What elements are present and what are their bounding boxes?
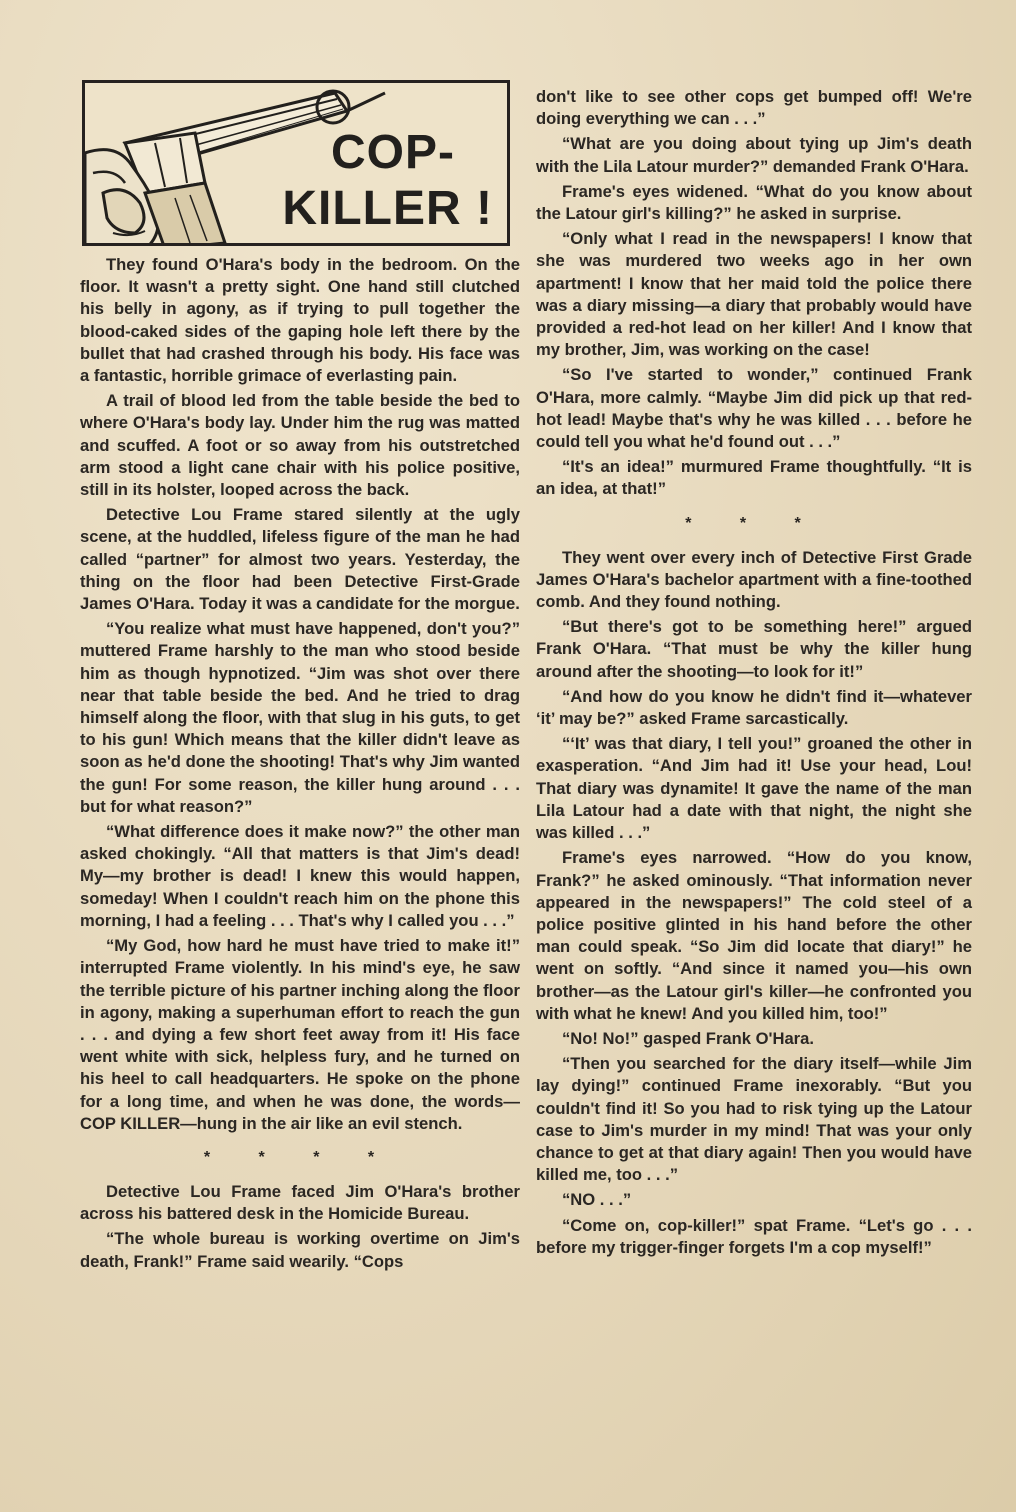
right-paragraph-5: “So I've started to wonder,” continued Frank O'Hara, more calmly. “Maybe Jim did pick up that red-hot lead! Maybe that's why he was killed . . . before he could tell you what he'd found out . . .” [536, 365, 972, 452]
left-paragraph-7: Detective Lou Frame faced Jim O'Hara's brother across his battered desk in the Homicide Bureau. [80, 1181, 520, 1224]
right-paragraph-2: “What are you doing about tying up Jim's death with the Lila Latour murder?” demanded Frank O'Hara. [536, 134, 972, 176]
left-paragraph-3: Detective Lou Frame stared silently at the ugly scene, at the huddled, lifeless figure of the man he had called “partner” for almost two years. Yesterday, the thing on the floor had been Detective First-Grade James O'Hara. Today it was a candidate for the morgue. [80, 505, 520, 614]
right-paragraph-10: “‘It’ was that diary, I tell you!” groaned the other in exasperation. “And Jim had it! Use your head, Lou! That diary was dynamite! It gave the name of the man Lila Latour had a date with that night, the night she was killed . . .” [536, 734, 972, 843]
right-paragraph-6: “It's an idea!” murmured Frame thoughtfully. “It is an idea, at that!” [536, 457, 972, 499]
right-paragraph-1: don't like to see other cops get bumped off! We're doing everything we can . . .” [536, 87, 972, 129]
right-paragraph-3: Frame's eyes widened. “What do you know about the Latour girl's killing?” he asked in surprise. [536, 181, 972, 224]
right-paragraph-15: “Come on, cop-killer!” spat Frame. “Let's go . . . before my trigger-finger forgets I'm a cop myself!” [536, 1215, 972, 1257]
left-paragraph-5: “What difference does it make now?” the other man asked chokingly. “All that matters is that Jim's dead! My—my brother is dead! I knew this would happen, someday! When I couldn't reach him on the phone this morning, I had a feeling . . . That's why I called you . . .” [80, 822, 520, 930]
left-paragraph-6: “My God, how hard he must have tried to make it!” interrupted Frame violently. In his mind's eye, he saw the terrible picture of his partner inching along the floor in agony, making a superhuman effort to reach the gun . . . and dying a few short feet away from it! His face went white with sick, helpless fury, and he turned on his heel to call headquarters. He spoke on the phone for a long time, and when he was done, the words—COP KILLER—hung in the air like an evil stench. [80, 936, 520, 1133]
title-line-1: COP- [331, 126, 455, 179]
right-paragraph-9: “And how do you know he didn't find it—whatever ‘it’ may be?” asked Frame sarcastically. [536, 686, 972, 729]
title-panel [82, 80, 510, 246]
section-separator-right: * * * [685, 514, 823, 532]
right-paragraph-4: “Only what I read in the newspapers! I know that she was murdered two weeks ago in her own apartment! I know that her maid told the police there was a diary missing—a diary that probably would have provided a red-hot lead on her killer! And I know that my brother, Jim, was working on the case! [536, 229, 972, 360]
right-paragraph-14: “NO . . .” [562, 1190, 632, 1210]
right-column [536, 86, 972, 1262]
left-column [80, 80, 520, 1276]
right-paragraph-11: Frame's eyes narrowed. “How do you know, Frank?” he asked ominously. “That information never appeared in the newspapers!” The cold steel of a police positive glinted in his hand before the other man could speak. “So Jim did locate that diary!” he went on softly. “And since it named you—his own brother—as the Latour girl's killer—he confronted you with what he knew! And you killed him, too!” [536, 848, 972, 1023]
title-line-2: KILLER ! [282, 182, 493, 235]
left-paragraph-1: They found O'Hara's body in the bedroom. On the floor. It wasn't a pretty sight. One hand still clutched his belly in agony, as if trying to pull together the blood-caked sides of the gaping hole left there by the bullet that had crashed through his body. His face was a fantastic, horrible grimace of everlasting pain. [80, 255, 520, 386]
section-separator-left: * * * * [203, 1148, 397, 1166]
right-paragraph-7: They went over every inch of Detective First Grade James O'Hara's bachelor apartment with a fine-toothed comb. And they found nothing. [536, 547, 972, 612]
left-paragraph-2: A trail of blood led from the table beside the bed to where O'Hara's body lay. Under him the rug was matted and scuffed. A foot or so away from his outstretched arm stood a light cane chair with his police positive, still in its holster, looped across the back. [80, 391, 520, 500]
right-paragraph-12: “No! No!” gasped Frank O'Hara. [562, 1028, 814, 1048]
left-paragraph-4: “You realize what must have happened, don't you?” muttered Frame harshly to the man who stood beside him as though hypnotized. “Jim was shot over there near that table beside the bed. And he tried to drag himself along the floor, with that slug in his guts, to get to his gun! Which means that the killer didn't leave as soon as he'd done the shooting! That's why Jim wanted the gun! For some reason, the killer hung around . . . but for what reason?” [80, 619, 520, 816]
right-paragraph-8: “But there's got to be something here!” argued Frank O'Hara. “That must be why the killer hung around after the shooting—to look for it!” [536, 617, 972, 681]
left-paragraph-8: “The whole bureau is working overtime on Jim's death, Frank!” Frame said wearily. “Cops [80, 1229, 520, 1271]
right-paragraph-13: “Then you searched for the diary itself—while Jim lay dying!” continued Frame inexorably. “But you couldn't find it! So you had to risk tying up the Latour case to Jim's murder in my mind! That was your only chance to get at that diary again! Then you would have killed me, too . . .” [536, 1054, 972, 1185]
